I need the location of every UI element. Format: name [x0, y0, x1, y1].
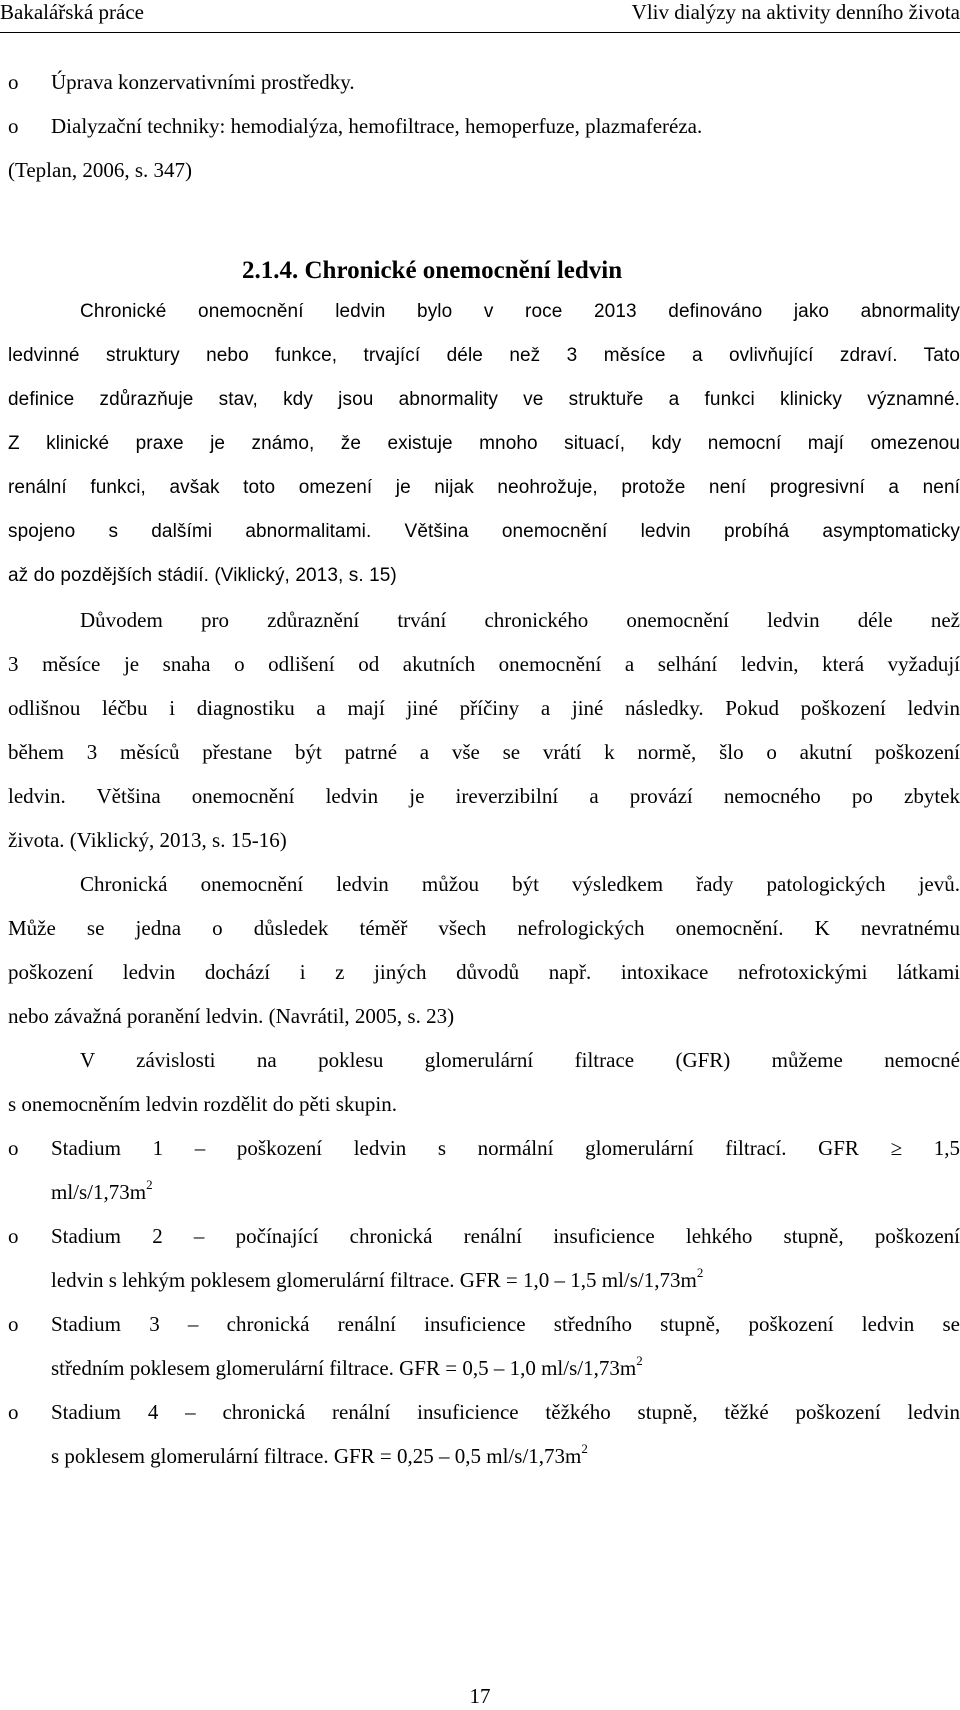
list-item-text: Dialyzační techniky: hemodialýza, hemofiltrace, hemoperfuze, plazmaferéza. [51, 114, 703, 138]
bullet-mark: o [8, 1136, 19, 1160]
page-number: 17 [469, 1684, 491, 1708]
superscript: 2 [696, 1265, 704, 1280]
text-line: Chronické onemocnění ledvin bylo v roce 2013 definováno jako abnormality [80, 301, 960, 322]
paragraph-1 [8, 296, 960, 604]
page-body [8, 66, 960, 1484]
text-line [8, 1176, 960, 1220]
text-line: Důvodem pro zdůraznění trvání chronického onemocnění ledvin déle než [80, 608, 960, 632]
text-line [8, 1264, 960, 1308]
list-item-text: Úprava konzervativními prostředky. [51, 70, 355, 94]
superscript: 2 [636, 1353, 643, 1368]
list-item [8, 1308, 960, 1396]
text-line: odlišnou léčbu i diagnostiku a mají jiné příčiny a jiné následky. Pokud poškození ledvin [8, 696, 960, 720]
stage-text: ledvin s lehkým poklesem glomerulární filtrace. GFR = 1,0 – 1,5 ml/s/1,73m [51, 1268, 697, 1292]
superscript: 2 [581, 1441, 588, 1456]
stage-text: ml/s/1,73m [51, 1180, 147, 1204]
text-line: během 3 měsíců přestane být patrné a vše se vrátí k normě, šlo o akutní poškození [8, 740, 960, 764]
text-line: ledvin. Většina onemocnění ledvin je ireverzibilní a provází nemocného po zbytek [8, 784, 960, 808]
section-heading: 2.1.4. Chronické onemocnění ledvin [242, 257, 623, 284]
superscript: 2 [146, 1177, 153, 1192]
text-line [8, 1396, 960, 1440]
bullet-mark: o [8, 1312, 19, 1336]
header-right-title: Vliv dialýzy na aktivity denního života [631, 0, 960, 24]
text-line: s onemocněním ledvin rozdělit do pěti skupin. [8, 1092, 398, 1116]
list-item [8, 1220, 960, 1308]
spacer [8, 198, 960, 242]
header-left-title: Bakalářská práce [0, 0, 144, 24]
text-line: poškození ledvin dochází i z jiných důvodů např. intoxikace nefrotoxickými látkami [8, 960, 960, 984]
text-line: definice zdůrazňuje stav, kdy jsou abnormality ve struktuře a funkci klinicky významné. [8, 389, 960, 410]
text-line: renální funkci, avšak toto omezení je nijak neohrožuje, protože není progresivní a není [8, 477, 960, 498]
text-line [8, 1308, 960, 1352]
stage-text: Stadium 4 – chronická renální insuficience těžkého stupně, těžké poškození ledvin [51, 1400, 960, 1424]
list-item [8, 110, 960, 154]
citation: (Teplan, 2006, s. 347) [8, 158, 192, 182]
paragraph-4 [8, 1044, 960, 1132]
stage-text: středním poklesem glomerulární filtrace. GFR = 0,5 – 1,0 ml/s/1,73m [51, 1356, 637, 1380]
paragraph-3 [8, 868, 960, 1044]
stage-text: s poklesem glomerulární filtrace. GFR = 0,25 – 0,5 ml/s/1,73m [51, 1444, 582, 1468]
bullet-mark: o [8, 114, 19, 138]
bullet-mark: o [8, 70, 19, 94]
list-item [8, 66, 960, 110]
text-line [8, 1132, 960, 1176]
bullet-mark: o [8, 1400, 19, 1424]
paragraph-2 [8, 604, 960, 868]
text-line: života. (Viklický, 2013, s. 15-16) [8, 828, 287, 852]
text-line: spojeno s dalšími abnormalitami. Většina onemocnění ledvin probíhá asymptomaticky [8, 521, 960, 542]
text-line: Chronická onemocnění ledvin můžou být výsledkem řady patologických jevů. [80, 872, 960, 896]
text-line: V závislosti na poklesu glomerulární filtrace (GFR) můžeme nemocné [80, 1048, 960, 1072]
text-line: až do pozdějších stádií. (Viklický, 2013, s. 15) [8, 565, 397, 586]
stage-text: Stadium 1 – poškození ledvin s normální glomerulární filtrací. GFR ≥ 1,5 [51, 1136, 960, 1160]
text-line: 3 měsíce je snaha o odlišení od akutních onemocnění a selhání ledvin, která vyžadují [8, 652, 960, 676]
text-line [8, 1220, 960, 1264]
page-header [0, 0, 960, 33]
list-item [8, 1396, 960, 1484]
text-line [8, 1352, 960, 1396]
list-item [8, 1132, 960, 1220]
text-line: Může se jedna o důsledek téměř všech nefrologických onemocnění. K nevratnému [8, 916, 960, 940]
stage-text: Stadium 2 – počínající chronická renální insuficience lehkého stupně, poškození [51, 1224, 960, 1248]
text-line: Z klinické praxe je známo, že existuje mnoho situací, kdy nemocní mají omezenou [8, 433, 960, 454]
stage-text: Stadium 3 – chronická renální insuficience středního stupně, poškození ledvin se [51, 1312, 960, 1336]
stage-list [8, 1132, 960, 1484]
text-line: nebo závažná poranění ledvin. (Navrátil, 2005, s. 23) [8, 1004, 455, 1028]
bullet-mark: o [8, 1224, 19, 1248]
text-line [8, 1440, 960, 1484]
text-line: ledvinné struktury nebo funkce, trvající déle než 3 měsíce a ovlivňující zdraví. Tato [8, 345, 960, 366]
